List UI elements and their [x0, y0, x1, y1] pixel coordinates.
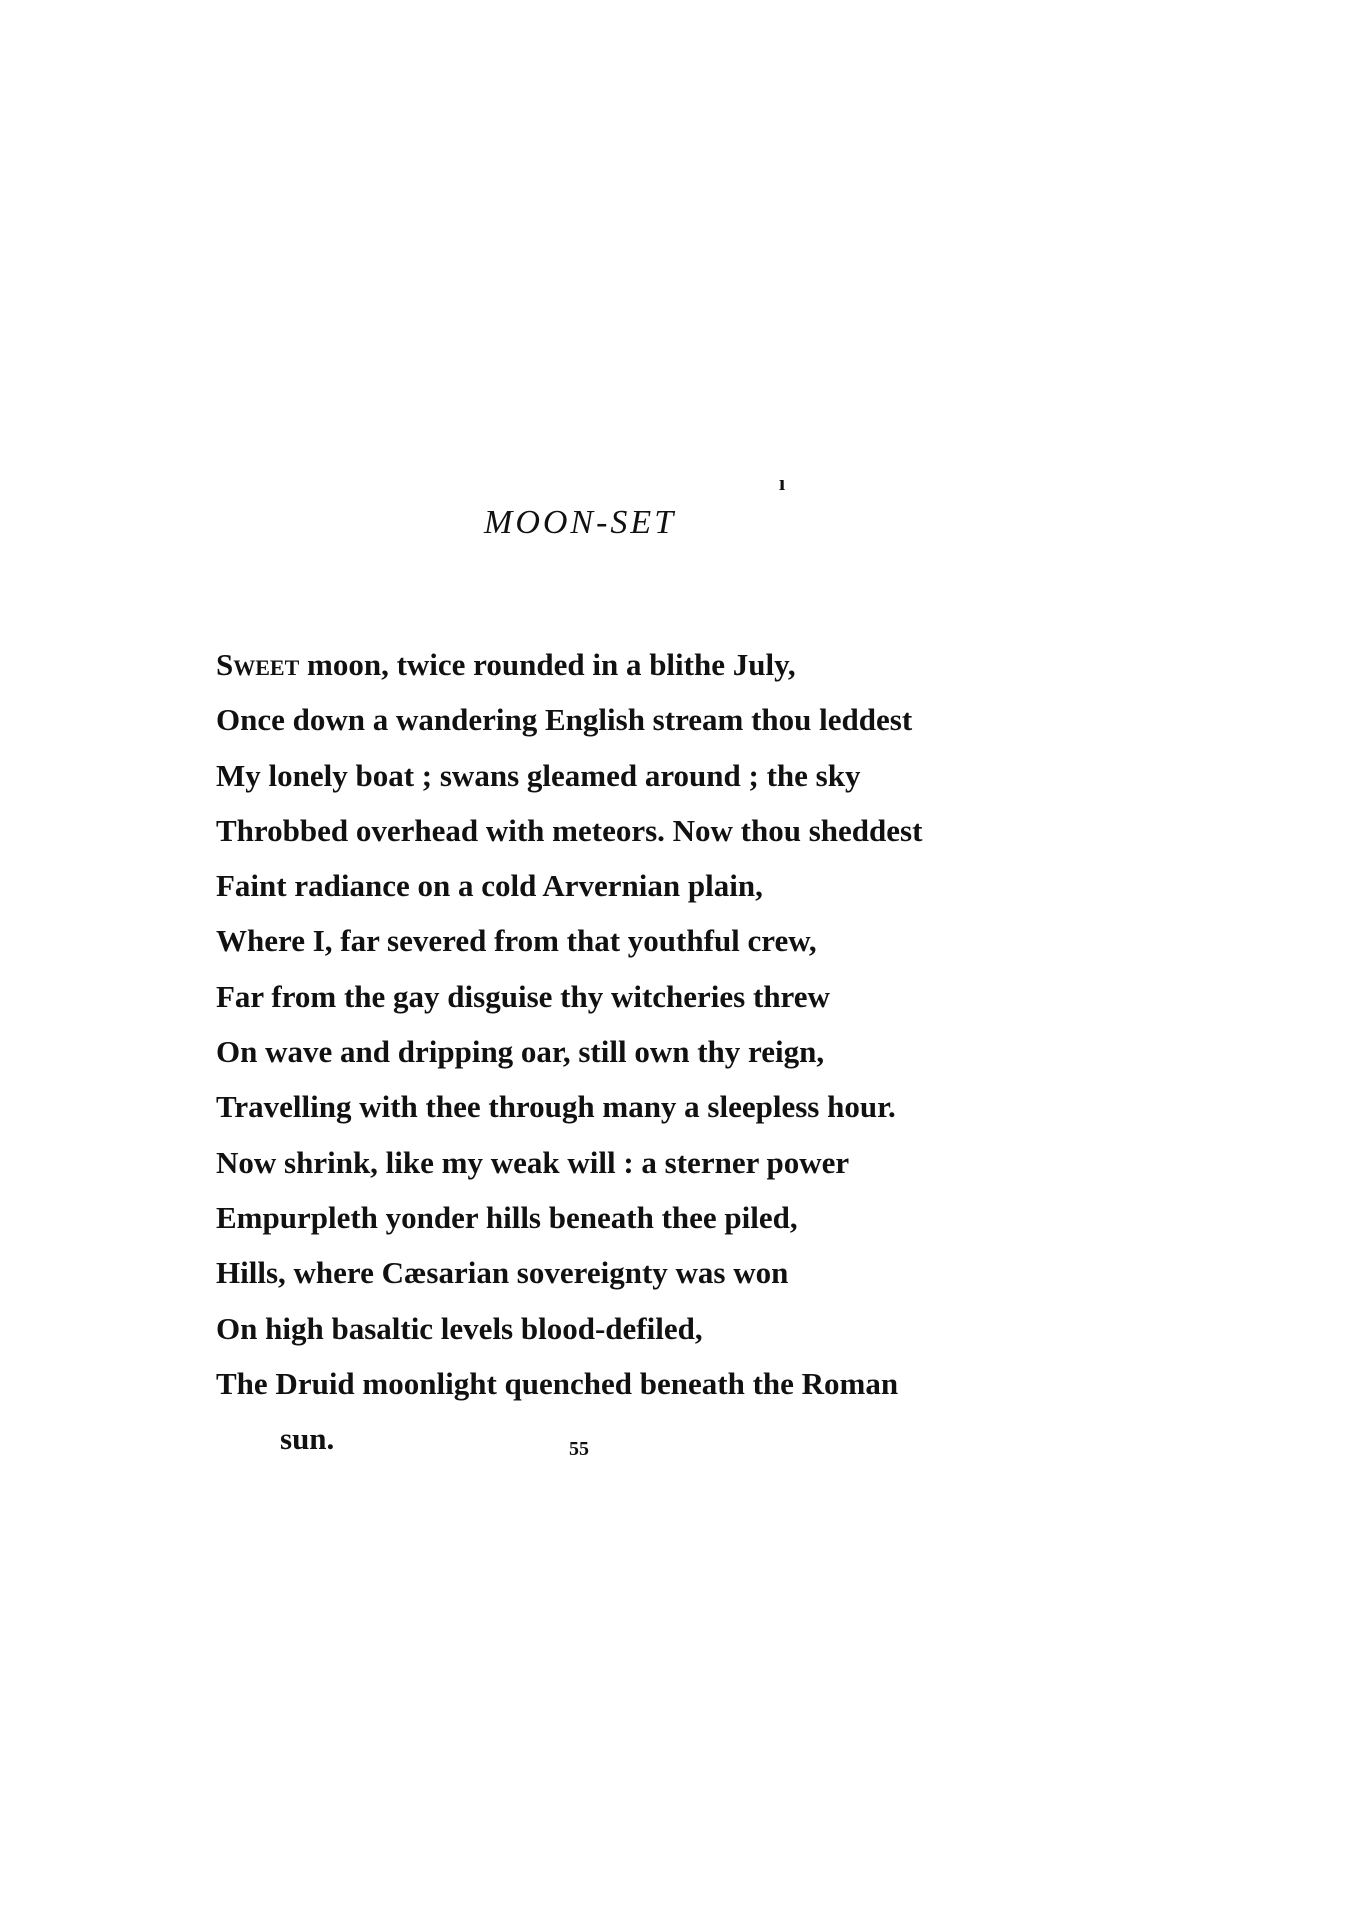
poem-line: Now shrink, like my weak will : a sterner power [216, 1144, 850, 1180]
poem-body [216, 637, 922, 1466]
poem-line: My lonely boat ; swans gleamed around ; the sky [216, 757, 861, 793]
poem-line: Far from the gay disguise thy witcheries threw [216, 978, 830, 1014]
poem-line: Empurpleth yonder hills beneath thee piled, [216, 1199, 798, 1235]
poem-line: Faint radiance on a cold Arvernian plain, [216, 868, 763, 904]
poem-line: Where I, far severed from that youthful crew, [216, 923, 817, 959]
poem-line: On wave and dripping oar, still own thy reign, [216, 1034, 825, 1070]
print-speck: ı [779, 470, 786, 495]
page-number: 55 [569, 1438, 589, 1460]
poem-line: Throbbed overhead with meteors. Now thou sheddest [216, 812, 923, 848]
poem-line-1 [216, 637, 922, 692]
poem-line: Hills, where Cæsarian sovereignty was won [216, 1255, 789, 1291]
poem-line-1-rest: moon, twice rounded in a blithe July, [299, 647, 796, 682]
poem-line: Travelling with thee through many a sleepless hour. [216, 1089, 896, 1125]
poem-title: MOON-SET [484, 504, 677, 541]
opening-word: Sweet [216, 647, 300, 682]
poem-turnover-line: sun. [280, 1421, 335, 1457]
poem-line: The Druid moonlight quenched beneath the Roman [216, 1365, 899, 1401]
poem-line: Once down a wandering English stream thou leddest [216, 702, 913, 738]
poem-line: On high basaltic levels blood-defiled, [216, 1310, 703, 1346]
